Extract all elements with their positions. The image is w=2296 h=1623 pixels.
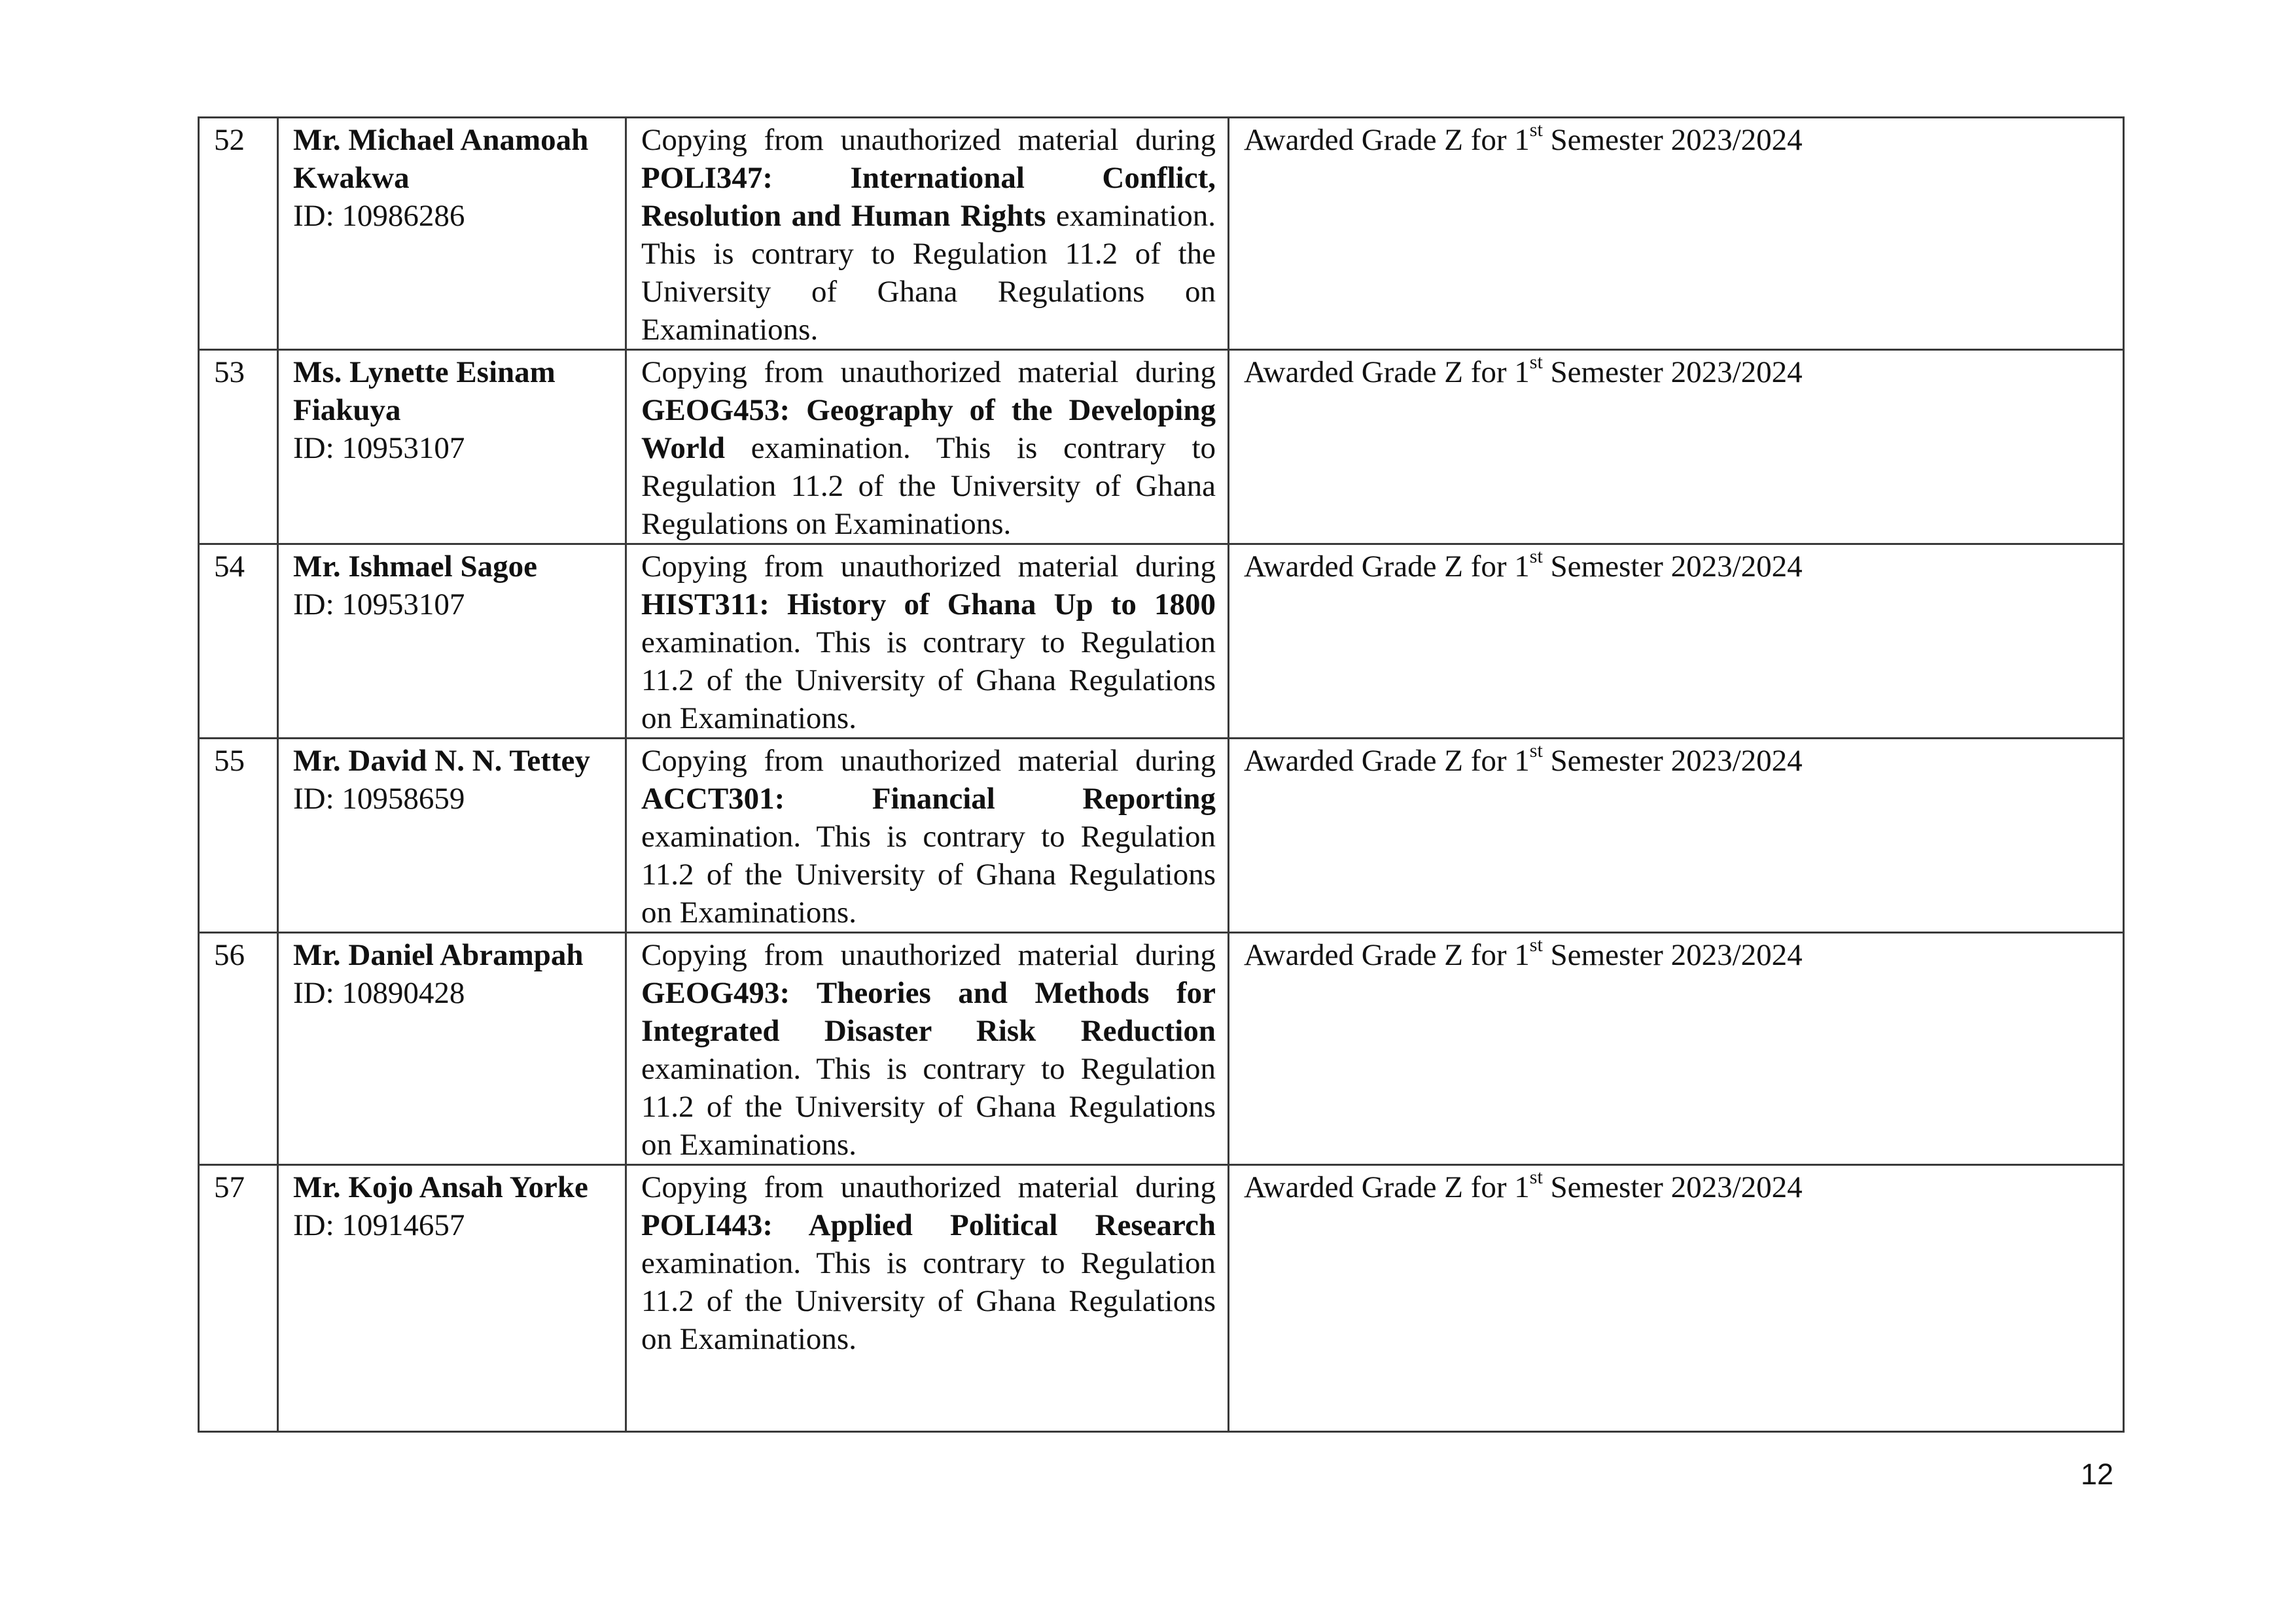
sanction-cell: [1229, 118, 2124, 350]
offence-prefix: Copying from unauthorized material during: [641, 550, 1216, 584]
course-title: GEOG453: Geography of the Developing World: [641, 393, 1216, 465]
offence-suffix: examination. This is contrary to Regulation 11.2 of the University of Ghana Regulations on Examinations.: [641, 625, 1216, 735]
student-name: Mr. Daniel Abrampah: [293, 938, 584, 972]
ordinal-suffix: st: [1529, 119, 1543, 141]
row-number: 54: [199, 544, 278, 739]
table-row: [199, 933, 2124, 1165]
table-row: [199, 350, 2124, 544]
course-title: POLI443: Applied Political Research: [641, 1208, 1216, 1242]
sanction-suffix: Semester 2023/2024: [1542, 744, 1803, 778]
sanction-prefix: Awarded Grade Z for 1: [1244, 744, 1530, 778]
student-id: ID: 10958659: [293, 782, 465, 816]
student-cell: [278, 350, 626, 544]
sanction-suffix: Semester 2023/2024: [1542, 1170, 1803, 1204]
offence-cell: [626, 933, 1229, 1165]
row-number: 52: [199, 118, 278, 350]
course-title: ACCT301: Financial Reporting: [641, 782, 1216, 816]
student-id: ID: 10890428: [293, 976, 465, 1010]
sanction-cell: [1229, 933, 2124, 1165]
student-cell: [278, 544, 626, 739]
student-id: ID: 10953107: [293, 587, 465, 621]
student-name: Mr. David N. N. Tettey: [293, 744, 590, 778]
offence-prefix: Copying from unauthorized material during: [641, 938, 1216, 972]
sanction-cell: [1229, 544, 2124, 739]
sanction-prefix: Awarded Grade Z for 1: [1244, 550, 1530, 584]
ordinal-suffix: st: [1529, 1166, 1543, 1189]
student-cell: [278, 118, 626, 350]
offence-cell: [626, 118, 1229, 350]
course-title: POLI347: International Conflict, Resolution and Human Rights: [641, 161, 1216, 233]
offence-suffix: examination. This is contrary to Regulation 11.2 of the University of Ghana Regulations on Examinations.: [641, 431, 1216, 541]
ordinal-suffix: st: [1529, 351, 1543, 374]
student-cell: [278, 1165, 626, 1432]
student-name: Ms. Lynette Esinam Fiakuya: [293, 355, 556, 427]
course-title: GEOG493: Theories and Methods for Integrated Disaster Risk Reduction: [641, 976, 1216, 1048]
offence-suffix: examination. This is contrary to Regulation 11.2 of the University of Ghana Regulations on Examinations.: [641, 1052, 1216, 1162]
sanction-prefix: Awarded Grade Z for 1: [1244, 1170, 1530, 1204]
offence-cell: [626, 544, 1229, 739]
student-id: ID: 10986286: [293, 199, 465, 233]
offence-prefix: Copying from unauthorized material during: [641, 744, 1216, 778]
offence-prefix: Copying from unauthorized material during: [641, 123, 1216, 157]
row-number: 53: [199, 350, 278, 544]
student-name: Mr. Ishmael Sagoe: [293, 550, 537, 584]
ordinal-suffix: st: [1529, 546, 1543, 568]
sanction-suffix: Semester 2023/2024: [1542, 550, 1803, 584]
sanction-suffix: Semester 2023/2024: [1542, 355, 1803, 389]
disciplinary-records-table: [198, 116, 2125, 1433]
offence-suffix: examination. This is contrary to Regulation 11.2 of the University of Ghana Regulations on Examinations.: [641, 1246, 1216, 1356]
row-number: 57: [199, 1165, 278, 1432]
sanction-prefix: Awarded Grade Z for 1: [1244, 938, 1530, 972]
ordinal-suffix: st: [1529, 934, 1543, 956]
sanction-suffix: Semester 2023/2024: [1542, 123, 1803, 157]
student-cell: [278, 933, 626, 1165]
offence-cell: [626, 1165, 1229, 1432]
sanction-cell: [1229, 350, 2124, 544]
offence-suffix: examination. This is contrary to Regulation 11.2 of the University of Ghana Regulations on Examinations.: [641, 820, 1216, 930]
table-row: [199, 1165, 2124, 1432]
offence-cell: [626, 739, 1229, 933]
ordinal-suffix: st: [1529, 740, 1543, 762]
offence-prefix: Copying from unauthorized material during: [641, 1170, 1216, 1204]
student-cell: [278, 739, 626, 933]
student-id: ID: 10953107: [293, 431, 465, 465]
offence-suffix: examination. This is contrary to Regulation 11.2 of the University of Ghana Regulations on Examinations.: [641, 199, 1216, 347]
sanction-prefix: Awarded Grade Z for 1: [1244, 123, 1530, 157]
table-row: [199, 118, 2124, 350]
offence-cell: [626, 350, 1229, 544]
sanction-suffix: Semester 2023/2024: [1542, 938, 1803, 972]
table-row: [199, 544, 2124, 739]
sanction-cell: [1229, 739, 2124, 933]
page-number: 12: [2080, 1457, 2113, 1491]
course-title: HIST311: History of Ghana Up to 1800: [641, 587, 1216, 621]
offence-prefix: Copying from unauthorized material during: [641, 355, 1216, 389]
table-row: [199, 739, 2124, 933]
student-name: Mr. Michael Anamoah Kwakwa: [293, 123, 589, 195]
sanction-cell: [1229, 1165, 2124, 1432]
row-number: 55: [199, 739, 278, 933]
sanction-prefix: Awarded Grade Z for 1: [1244, 355, 1530, 389]
student-id: ID: 10914657: [293, 1208, 465, 1242]
student-name: Mr. Kojo Ansah Yorke: [293, 1170, 588, 1204]
row-number: 56: [199, 933, 278, 1165]
